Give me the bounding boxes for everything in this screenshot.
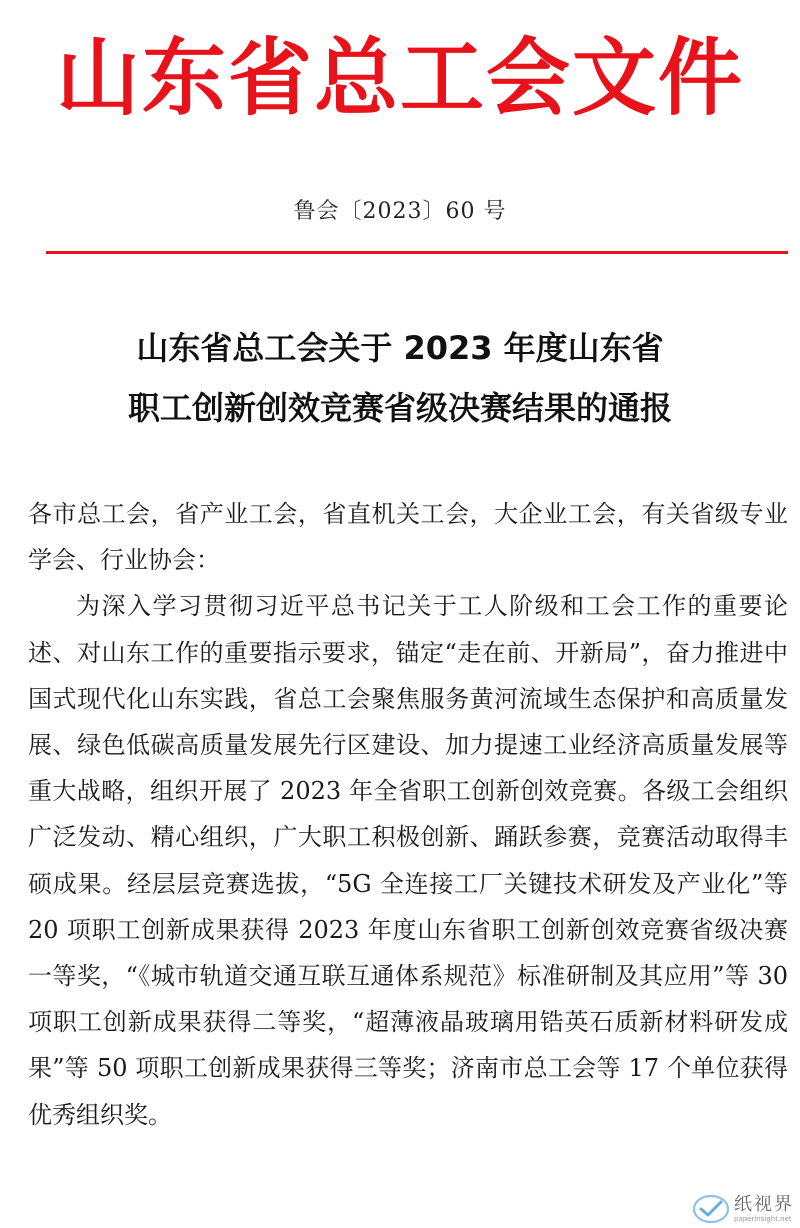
watermark-name: 纸视界 xyxy=(734,1193,794,1215)
issuer-masthead: 山东省总工会文件 xyxy=(55,29,744,127)
paperinsight-logo-icon xyxy=(692,1194,730,1224)
watermark-text xyxy=(734,1195,794,1224)
watermark-url: paperinsight.net xyxy=(734,1214,792,1223)
body-paragraph-1: 为深入学习贯彻习近平总书记关于工人阶级和工会工作的重要论述、对山东工作的重要指示要求，锚定“走在前、开新局”，奋力推进中国式现代化山东实践，省总工会聚焦服务黄河流域生态保护和高质量发展、绿色低碳高质量发展先行区建设、加力提速工业经济高质量发展等重大战略，组织开展了 2023 年全省职工创新创效竞赛。各级工会组织广泛发动、精心组织，广大职工积极创新、踊跃参赛，竞赛活动取得丰硕成果。经层层竞赛选拔，“5G 全连接工厂关键技术研发及产业化”等 20 项职工创新成果获得 2023 年度山东省职工创新创效竞赛省级决赛一等奖，“《城市轨道交通互联互通体系规范》标准研制及其应用”等 30 项职工创新成果获得二等奖，“超薄液晶玻璃用锆英石质新材料研发成果”等 50 项职工创新成果获得三等奖；济南市总工会等 17 个单位获得优秀组织奖。 xyxy=(28,592,788,1129)
document-title xyxy=(0,318,800,438)
document-title-line-2: 职工创新创效竞赛省级决赛结果的通报 xyxy=(127,389,672,427)
red-divider-rule xyxy=(46,251,788,254)
recipients-line: 各市总工会，省产业工会，省直机关工会，大企业工会，有关省级专业学会、行业协会： xyxy=(28,500,788,575)
document-title-line-1: 山东省总工会关于 2023 年度山东省 xyxy=(136,329,664,367)
document-number: 鲁会〔2023〕60 号 xyxy=(293,199,507,224)
document-body xyxy=(28,491,788,1138)
watermark xyxy=(692,1194,794,1224)
